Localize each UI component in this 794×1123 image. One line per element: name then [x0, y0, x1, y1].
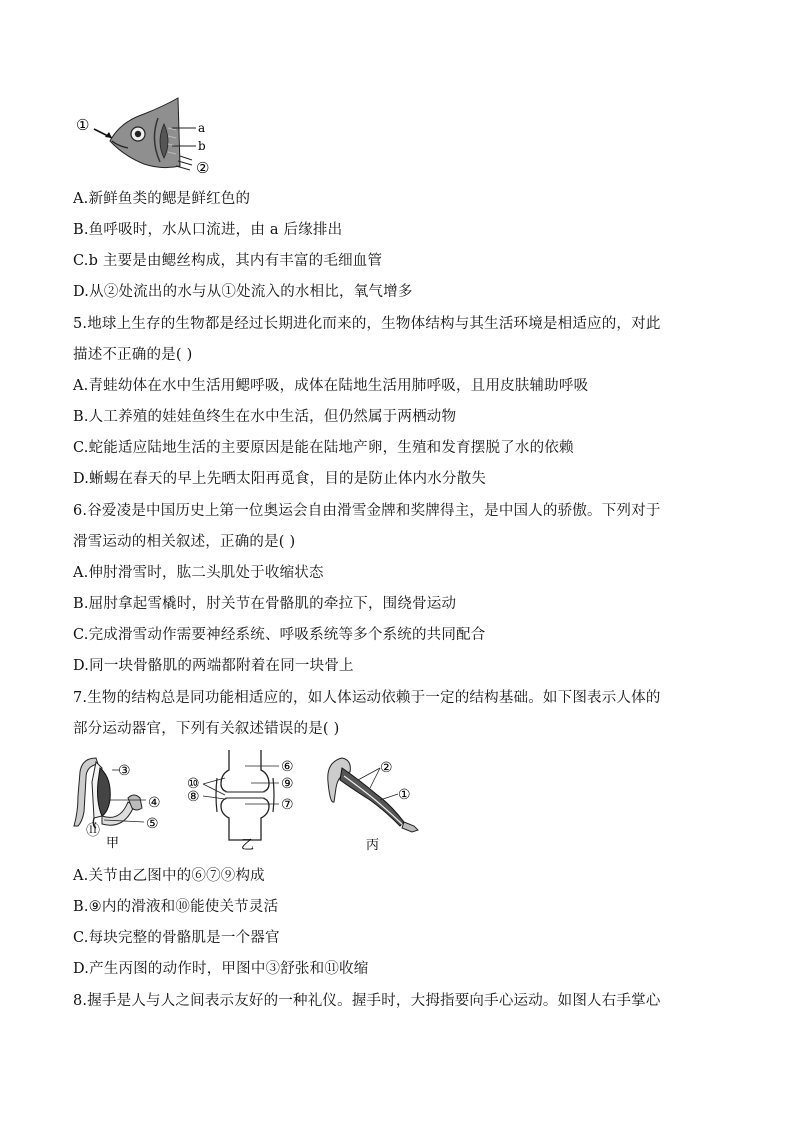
fig-yi-label-6: ⑥: [281, 759, 294, 775]
q4-option-c: C.b 主要是由鳃丝构成，其内有丰富的毛细血管: [73, 253, 383, 269]
fig-bing-caption: 丙: [366, 838, 380, 852]
fig-jia-label-11: ⑪: [86, 823, 100, 839]
q6-option-a: A.伸肘滑雪时，肱二头肌处于收缩状态: [73, 565, 324, 581]
q6-stem-line2: 滑雪运动的相关叙述，正确的是( ): [73, 534, 296, 550]
q7-option-c: C.每块完整的骨骼肌是一个器官: [73, 930, 280, 946]
fig-yi-label-7: ⑦: [281, 797, 294, 813]
q7-option-a: A.关节由乙图中的⑥⑦⑨构成: [73, 868, 265, 884]
fig-bing-label-1: ①: [398, 787, 411, 803]
fig-yi-caption: 乙: [241, 838, 255, 852]
fig-jia-label-3: ③: [118, 763, 131, 779]
q5-option-d: D.蜥蜴在春天的早上先晒太阳再觅食，目的是防止体内水分散失: [73, 471, 487, 487]
q4-option-d: D.从②处流出的水与从①处流入的水相比，氧气增多: [73, 284, 413, 300]
q5-option-a: A.青蛙幼体在水中生活用鳃呼吸，成体在陆地生活用肺呼吸，且用皮肤辅助呼吸: [73, 378, 589, 394]
fish-gill-figure: [72, 94, 222, 180]
fish-head-illustration: [72, 94, 222, 180]
fig-yi-label-9: ⑨: [281, 776, 294, 792]
fig-jia-label-5: ⑤: [146, 816, 159, 832]
figure-yi-joint-structure: [185, 748, 305, 852]
q6-option-b: B.屈肘拿起雪橇时，肘关节在骨骼肌的牵拉下，围绕骨运动: [73, 596, 457, 612]
q6-stem-line1: 6.谷爱凌是中国历史上第一位奥运会自由滑雪金牌和奖牌得主，是中国人的骄傲。下列对于: [73, 503, 661, 519]
q7-stem-line2: 部分运动器官，下列有关叙述错误的是( ): [73, 721, 340, 737]
fish-label-b: b: [198, 139, 206, 153]
fig-bing-label-2: ②: [380, 760, 393, 776]
q7-stem-line1: 7.生物的结构总是同功能相适应的，如人体运动依赖于一定的结构基础。如下图表示人体的: [73, 690, 661, 706]
q7-option-d: D.产生丙图的动作时，甲图中③舒张和⑪收缩: [73, 961, 369, 977]
fish-label-a: a: [198, 121, 206, 135]
figure-bing-arm-extension: [318, 752, 428, 852]
q4-option-b: B.鱼呼吸时，水从口流进，由 a 后缘排出: [73, 222, 343, 238]
q5-stem-line1: 5.地球上生存的生物都是经过长期进化而来的，生物体结构与其生活环境是相适应的，对此: [73, 316, 661, 332]
figure-jia-arm-muscles: [72, 752, 172, 852]
q8-stem-line1: 8.握手是人与人之间表示友好的一种礼仪。握手时，大拇指要向手心运动。如图人右手掌心: [73, 993, 661, 1009]
q7-option-b: B.⑨内的滑液和⑩能使关节灵活: [73, 899, 279, 915]
q6-option-d: D.同一块骨骼肌的两端都附着在同一块骨上: [73, 658, 354, 674]
fig-yi-label-10: ⑩: [187, 776, 200, 792]
fish-label-1: ①: [76, 116, 90, 134]
q4-option-a: A.新鲜鱼类的鳃是鲜红色的: [73, 191, 251, 207]
fig-yi-label-8: ⑧: [187, 789, 200, 805]
fig-jia-label-4: ④: [148, 795, 161, 811]
fish-label-2: ②: [196, 159, 210, 177]
q5-option-b: B.人工养殖的娃娃鱼终生在水中生活，但仍然属于两栖动物: [73, 409, 457, 425]
fig-jia-caption: 甲: [106, 836, 120, 851]
q5-option-c: C.蛇能适应陆地生活的主要原因是能在陆地产卵，生殖和发育摆脱了水的依赖: [73, 440, 574, 456]
q5-stem-line2: 描述不正确的是( ): [73, 347, 193, 363]
q6-option-c: C.完成滑雪动作需要神经系统、呼吸系统等多个系统的共同配合: [73, 627, 486, 643]
